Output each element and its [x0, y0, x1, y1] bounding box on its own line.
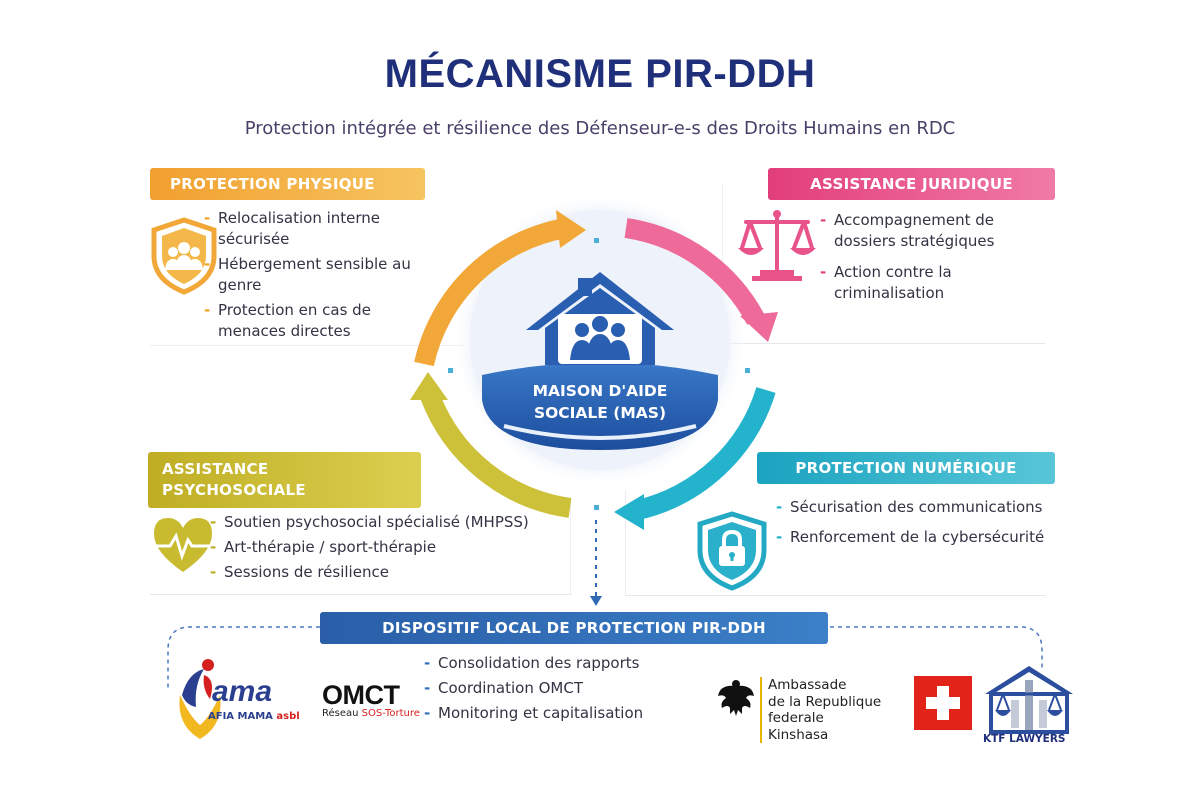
page-title: MÉCANISME PIR-DDH [384, 52, 816, 96]
list-item: - Consolidation des rapports [424, 653, 714, 674]
assistance-juridique-label: ASSISTANCE JURIDIQUE [768, 168, 1055, 200]
omct-subtitle [322, 708, 420, 719]
assistance-psychosociale-label [148, 452, 421, 508]
list-item: - Accompagnement de dossiers stratégiques [820, 210, 1020, 252]
list-item: - Art-thérapie / sport-thérapie [210, 537, 570, 558]
assistance-juridique-list [820, 210, 1020, 314]
omct-sub-before: Réseau [322, 708, 362, 719]
dispositif-local-list [424, 653, 714, 728]
embassy-line: Kinshasa [768, 726, 829, 743]
list-item: - Sessions de résilience [210, 562, 570, 583]
list-item: - Coordination OMCT [424, 678, 714, 699]
ama-name: ama [212, 675, 273, 708]
list-item: - Monitoring et capitalisation [424, 703, 714, 724]
ama-sub-main: AFIA MAMA [208, 711, 277, 722]
mas-label-line1: MAISON D'AIDE [532, 382, 668, 400]
list-item: - Renforcement de la cybersécurité [776, 527, 1066, 548]
mas-label-line2: SOCIALE (MAS) [533, 404, 667, 422]
swiss-flag-icon [914, 676, 972, 730]
list-item: - Sécurisation des communications [776, 497, 1066, 518]
list-item: - Hébergement sensible au genre [204, 254, 424, 296]
protection-physique-list [204, 208, 424, 346]
scales-icon [736, 208, 818, 284]
afia-mama-logo [170, 655, 320, 745]
shield-lock-icon [694, 510, 770, 592]
dispositif-local-label: DISPOSITIF LOCAL DE PROTECTION PIR-DDH [320, 612, 828, 644]
omct-sub-accent: SOS-Torture [361, 708, 420, 719]
ktf-name: KTF LAWYERS [983, 733, 1066, 745]
ktf-scales-logo-icon [981, 664, 1077, 734]
assistance-psychosociale-list [210, 512, 570, 587]
assistance-psychosociale-line1: ASSISTANCE [162, 460, 269, 478]
list-item: - Relocalisation interne sécurisée [204, 208, 424, 250]
german-eagle-icon [716, 676, 756, 722]
arrowhead-olive [410, 372, 448, 400]
embassy-text [760, 677, 881, 743]
embassy-line: Ambassade [768, 677, 847, 693]
page-subtitle: Protection intégrée et résilience des Défenseur-e-s des Droits Humains en RDC [244, 118, 956, 139]
center-connector [586, 520, 606, 610]
heart-pulse-icon [150, 514, 216, 576]
omct-logo [322, 680, 420, 719]
protection-numerique-label: PROTECTION NUMÉRIQUE [757, 452, 1055, 484]
arrowhead-teal [614, 494, 644, 530]
protection-numerique-list [776, 497, 1066, 557]
protection-physique-label: PROTECTION PHYSIQUE [150, 168, 425, 200]
embassy-line: federale [768, 710, 824, 726]
ama-subtitle [208, 711, 300, 722]
assistance-psychosociale-line2: PSYCHOSOCIALE [162, 481, 306, 499]
embassy-line: de la Republique [768, 693, 882, 710]
omct-name: OMCT [322, 680, 400, 710]
mas-label [480, 380, 720, 424]
ama-sub-accent: asbl [276, 711, 300, 722]
list-item: - Soutien psychosocial spécialisé (MHPSS) [210, 512, 570, 533]
list-item: - Protection en cas de menaces directes [204, 300, 424, 342]
list-item: - Action contre la criminalisation [820, 262, 1020, 304]
